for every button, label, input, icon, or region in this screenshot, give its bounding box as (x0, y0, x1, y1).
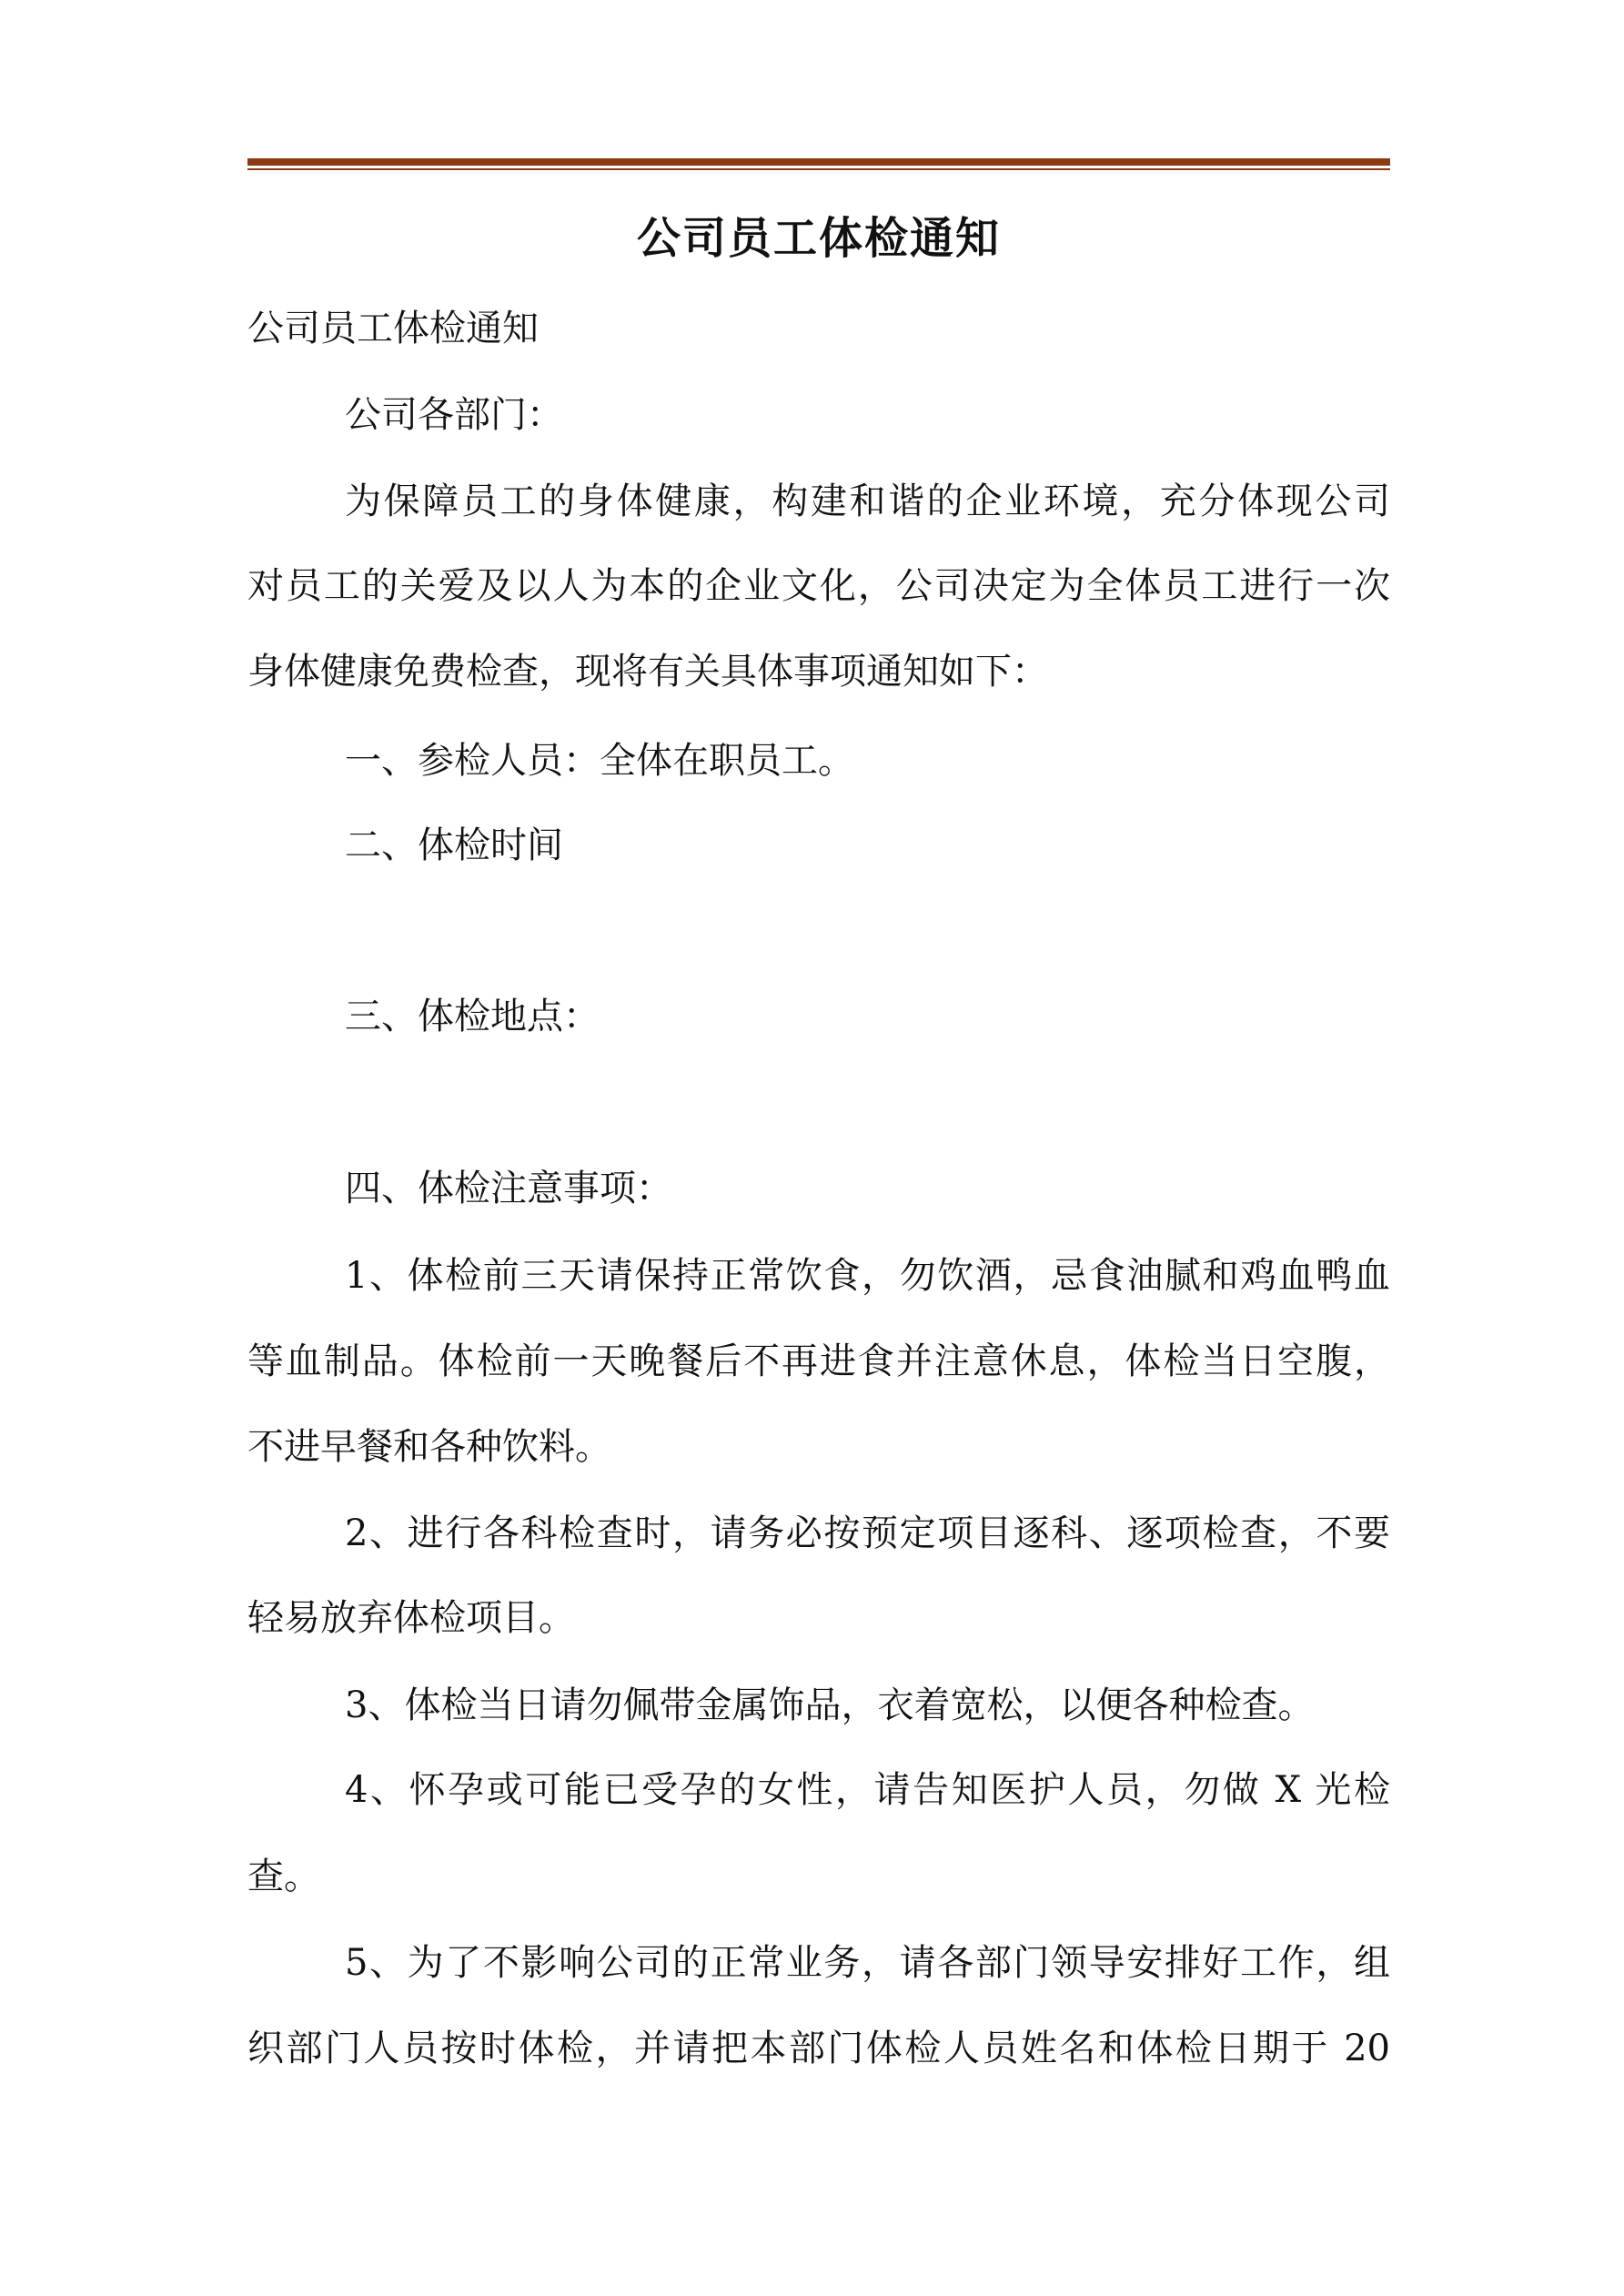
note-1-line-1: 1、体检前三天请保持正常饮食，勿饮酒，忌食油腻和鸡血鸭血 (345, 1255, 1390, 1297)
note-3: 3、体检当日请勿佩带金属饰品，衣着宽松，以便各种检查。 (345, 1684, 1315, 1726)
note-2-line-2: 轻易放弃体检项目。 (247, 1597, 575, 1639)
note-2-line-1: 2、进行各科检查时，请务必按预定项目逐科、逐项检查，不要 (345, 1512, 1390, 1554)
document-subtitle: 公司员工体检通知 (247, 308, 539, 349)
header-rule-thin (247, 168, 1390, 170)
document-title: 公司员工体检通知 (636, 213, 1001, 264)
note-1-line-2: 等血制品。体检前一天晚餐后不再进食并注意休息，体检当日空腹， (247, 1340, 1390, 1382)
section-notes: 四、体检注意事项： (345, 1168, 672, 1209)
header-rule (247, 158, 1390, 166)
note-5-line-2: 织部门人员按时体检，并请把本部门体检人员姓名和体检日期于 20 (247, 2028, 1390, 2069)
note-1-line-3: 不进早餐和各种饮料。 (247, 1426, 611, 1468)
section-time: 二、体检时间 (345, 824, 563, 866)
section-participants: 一、参检人员：全体在职员工。 (345, 740, 854, 782)
section-location: 三、体检地点： (345, 996, 600, 1037)
note-4-line-1: 4、怀孕或可能已受孕的女性，请告知医护人员，勿做 X 光检 (345, 1769, 1390, 1811)
salutation: 公司各部门： (345, 394, 563, 436)
intro-line-1: 为保障员工的身体健康，构建和谐的企业环境，充分体现公司 (345, 480, 1390, 522)
note-5-line-1: 5、为了不影响公司的正常业务，请各部门领导安排好工作，组 (345, 1942, 1390, 1984)
intro-line-3: 身体健康免费检查，现将有关具体事项通知如下： (247, 651, 1048, 693)
note-4-line-2: 查。 (247, 1856, 320, 1897)
intro-line-2: 对员工的关爱及以人为本的企业文化，公司决定为全体员工进行一次 (247, 565, 1390, 607)
